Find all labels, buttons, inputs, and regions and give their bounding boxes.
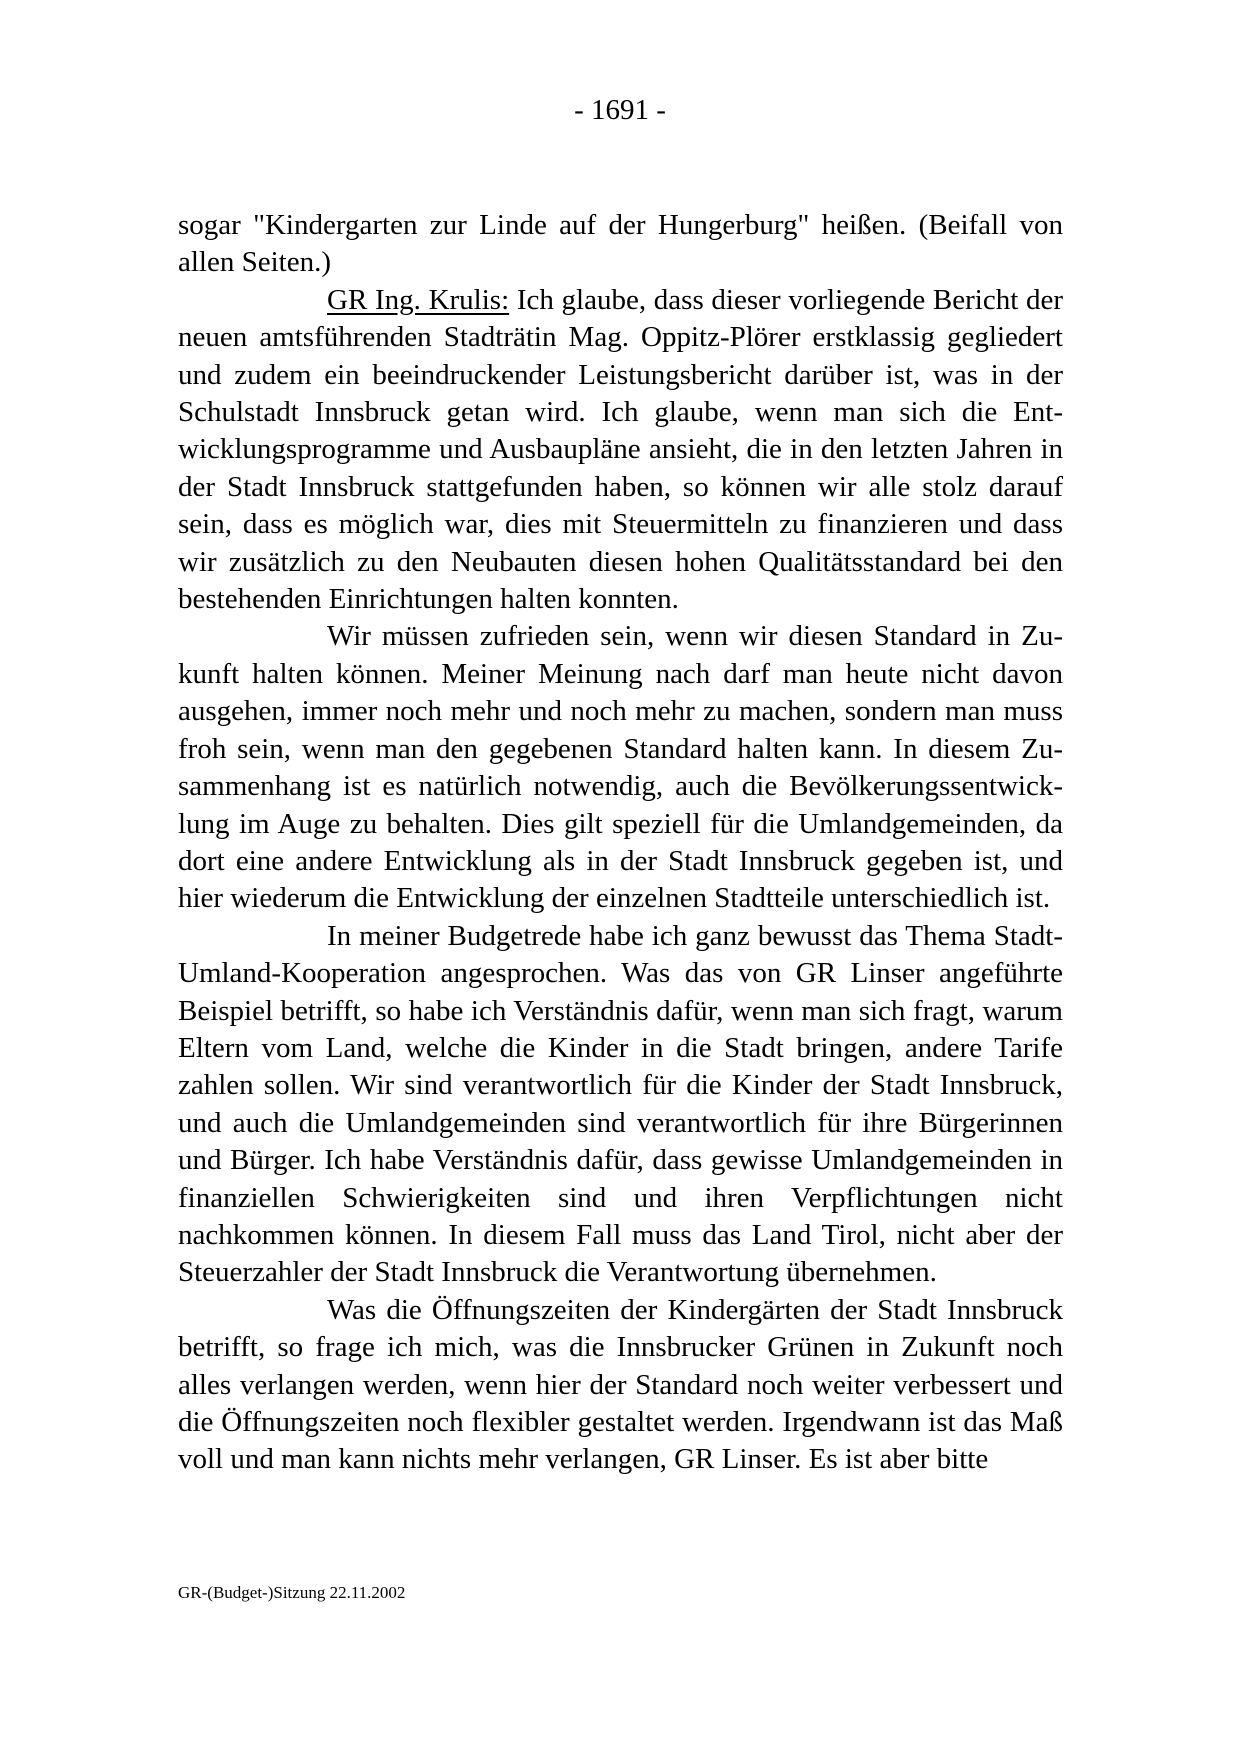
paragraph-text: Was die Öffnungszeiten der Kindergärten der Stadt Innsbruck betrifft, so frage ich mich, was die Innsbrucker Grünen in Zukunft noch alles verlangen werden, wenn hier der Standard noch weiter verbessert und die Öffnungszeiten noch flexibler gestaltet werden. Irgendwann ist das Maß voll und man kann nichts mehr verlangen, GR Linser. Es ist aber bitte bbox=[178, 1293, 1063, 1476]
page-number: - 1691 - bbox=[574, 94, 666, 126]
paragraph-text: Ich glaube, dass dieser vorliegende Bericht der neuen amtsführenden Stadträtin Mag. Oppitz-Plörer erstklassig gegliedert und zudem ein beeindruckender Leistungsbericht darüber ist, was in der Schulstadt Innsbruck getan wird. Ich glaube, wenn man sich die Entwicklungsprogramme und Ausbaupläne ansieht, die in den letzten Jahren in der Stadt Innsbruck stattgefunden haben, so können wir alle stolz darauf sein, dass es möglich war, dies mit Steuermitteln zu finanzieren und dass wir zusätzlich zu den Neubauten diesen hohen Qualitätsstandard bei den bestehenden Einrichtungen halten konnten. bbox=[178, 283, 1064, 616]
paragraph-text: sogar "Kindergarten zur Linde auf der Hungerburg" heißen. (Beifall von allen Seiten.) bbox=[178, 209, 1063, 279]
document-body bbox=[178, 207, 1063, 1479]
paragraph bbox=[178, 1292, 1063, 1479]
paragraph bbox=[178, 918, 1063, 1292]
paragraph bbox=[178, 282, 1063, 619]
paragraph bbox=[178, 618, 1063, 917]
paragraph bbox=[178, 207, 1063, 282]
paragraph-text: In meiner Budgetrede habe ich ganz bewusst das Thema Stadt-Umland-Kooperation angesprochen. Was das von GR Linser angeführte Beispiel betrifft, so habe ich Verständnis dafür, wenn man sich fragt, warum Eltern vom Land, welche die Kinder in die Stadt bringen, andere Tarife zahlen sollen. Wir sind verantwortlich für die Kinder der Stadt Innsbruck, und auch die Umlandgemeinden sind verantwortlich für ihre Bürgerinnen und Bürger. Ich habe Verständnis dafür, dass gewisse Umlandgemeinden in finanziellen Schwierigkeiten sind und ihren Verpflichtungen nicht nachkommen können. In diesem Fall muss das Land Tirol, nicht aber der Steuerzahler der Stadt Innsbruck die Verantwortung übernehmen. bbox=[178, 919, 1063, 1289]
footer-session-date: GR-(Budget-)Sitzung 22.11.2002 bbox=[178, 1583, 406, 1602]
speaker-name: GR Ing. Krulis: bbox=[327, 283, 510, 316]
paragraph-text: Wir müssen zufrieden sein, wenn wir diesen Standard in Zukunft halten können. Meiner Meinung nach darf man heute nicht davon ausgehen, immer noch mehr und noch mehr zu machen, sondern man muss froh sein, wenn man den gegebenen Standard halten kann. In diesem Zusammenhang ist es natürlich notwendig, auch die Bevölkerungssentwicklung im Auge zu behalten. Dies gilt speziell für die Umlandgemeinden, da dort eine andere Entwicklung als in der Stadt Innsbruck gegeben ist, und hier wiederum die Entwicklung der einzelnen Stadtteile unterschiedlich ist. bbox=[178, 620, 1063, 915]
